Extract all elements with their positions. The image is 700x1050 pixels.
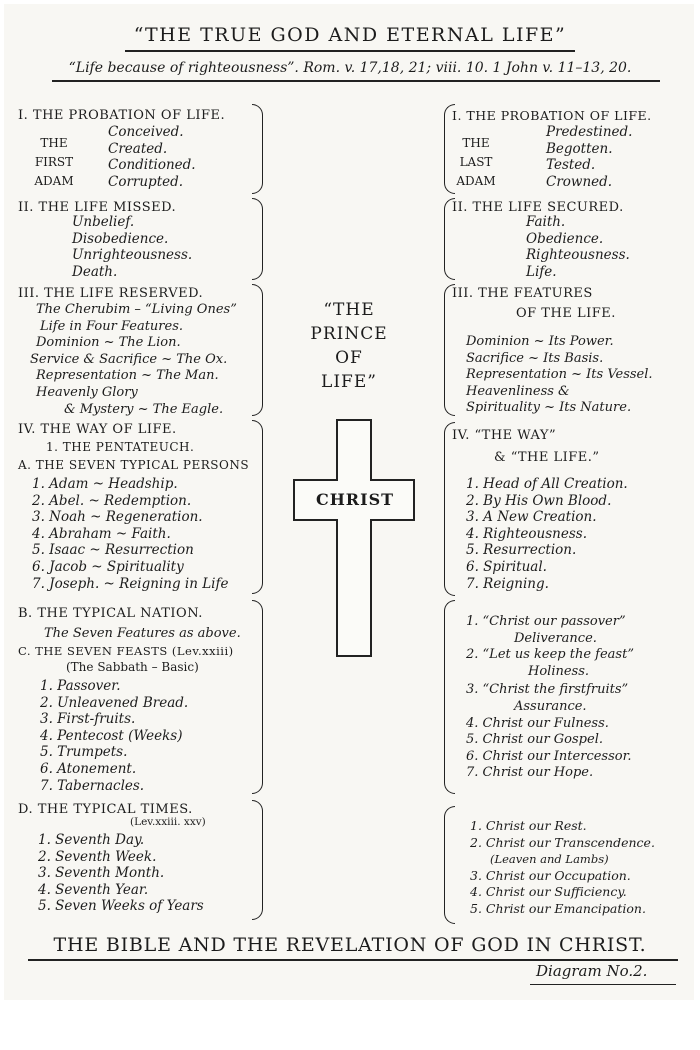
page-subtitle: “Life because of righteousness”. Rom. v. 17,18, 21; viii. 10. 1 John v. 11–13, 20.	[68, 60, 632, 76]
left-s2-brace	[252, 198, 263, 280]
left-feasts-heading: C. THE SEVEN FEASTS (Lev.xxiii)	[18, 644, 234, 658]
right-s6-brace	[444, 806, 455, 924]
left-s1-list: Conceived. Created. Conditioned. Corrupted.	[108, 124, 196, 190]
left-times-brace	[252, 800, 263, 920]
left-first-adam: THE FIRST ADAM	[34, 136, 74, 188]
footer-title: THE BIBLE AND THE REVELATION OF GOD IN CHRIST.	[53, 934, 647, 956]
left-persons-heading: A. THE SEVEN TYPICAL PERSONS	[18, 458, 250, 472]
left-s4-heading: IV. THE WAY OF LIFE.	[18, 422, 177, 437]
left-times-ref: (Lev.xxiii. xxv)	[130, 816, 206, 828]
title-underline	[125, 50, 575, 52]
diagram-number: Diagram No.2.	[536, 962, 648, 980]
right-s4-heading-b: & “THE LIFE.”	[494, 450, 600, 465]
right-s5-list: 1. “Christ our passover” Deliverance. 2. “Let us keep the feast” Holiness. 3. “Christ the firstfruits” Assurance. 4. Christ our Fulness. 5. Christ our Gospel. 6. Christ our Intercessor. 7. Christ our Hope.	[466, 614, 634, 781]
left-feasts-sub: (The Sabbath – Basic)	[66, 660, 199, 674]
left-nation-text: The Seven Features as above.	[44, 626, 241, 641]
diagram-underline	[530, 984, 676, 985]
right-s4-list: 1. Head of All Creation. 2. By His Own Blood. 3. A New Creation. 4. Righteousness. 5. Resurrection. 6. Spiritual. 7. Reigning.	[466, 476, 628, 592]
footer-underline	[28, 959, 678, 961]
left-s2-list: Unbelief. Disobedience. Unrighteousness. Death.	[72, 214, 193, 280]
right-s3-heading-b: OF THE LIFE.	[516, 306, 616, 321]
right-last-adam: THE LAST ADAM	[456, 136, 496, 188]
left-persons-list: 1. Adam ~ Headship. 2. Abel. ~ Redemption. 3. Noah ~ Regeneration. 4. Abraham ~ Faith. 5. Isaac ~ Resurrection 6. Jacob ~ Spirituality 7. Joseph. ~ Reigning in Life	[32, 476, 229, 592]
right-s1-list: Predestined. Begotten. Tested. Crowned.	[546, 124, 633, 190]
left-s4-subheading: 1. THE PENTATEUCH.	[46, 440, 195, 454]
right-s3-brace	[444, 284, 455, 416]
right-s3-heading-a: III. THE FEATURES	[452, 286, 593, 301]
left-times-heading: D. THE TYPICAL TIMES.	[18, 802, 193, 817]
subtitle-underline	[52, 80, 660, 82]
left-s1-heading: I. THE PROBATION OF LIFE.	[18, 108, 226, 123]
left-feasts-brace	[252, 600, 263, 794]
cross-icon	[290, 416, 420, 662]
right-s2-heading: II. THE LIFE SECURED.	[452, 200, 624, 215]
left-s2-heading: II. THE LIFE MISSED.	[18, 200, 177, 215]
right-s4-heading-a: IV. “THE WAY”	[452, 428, 557, 443]
right-s2-list: Faith. Obedience. Righteousness. Life.	[526, 214, 630, 280]
left-s4-brace	[252, 420, 263, 594]
left-s3-brace	[252, 284, 263, 416]
cross-label: CHRIST	[315, 490, 395, 509]
left-s1-brace	[252, 104, 263, 194]
left-feasts-list: 1. Passover. 2. Unleavened Bread. 3. First-fruits. 4. Pentecost (Weeks) 5. Trumpets. 6. Atonement. 7. Tabernacles.	[40, 678, 189, 794]
left-s3-heading: III. THE LIFE RESERVED.	[18, 286, 204, 301]
left-nation-heading: B. THE TYPICAL NATION.	[18, 606, 203, 621]
right-s3-list: Dominion ~ Its Power. Sacrifice ~ Its Basis. Representation ~ Its Vessel. Heavenliness & Spirituality ~ Its Nature.	[466, 334, 653, 416]
right-s6-list: 1. Christ our Rest. 2. Christ our Transcendence. (Leaven and Lambs) 3. Christ our Occupation. 4. Christ our Sufficiency. 5. Christ our Emancipation.	[470, 818, 655, 916]
page-title: “THE TRUE GOD AND ETERNAL LIFE”	[133, 24, 567, 46]
right-s5-brace	[444, 600, 455, 794]
right-s4-brace	[444, 422, 455, 596]
left-s3-list: The Cherubim – “Living Ones” Life in Four Features. Dominion ~ The Lion. Service & Sacrifice ~ The Ox. Representation ~ The Man. Heavenly Glory & Mystery ~ The Eagle.	[30, 302, 237, 417]
right-s1-heading: I. THE PROBATION OF LIFE.	[452, 108, 652, 123]
prince-of-life: “THE PRINCE OF LIFE”	[310, 300, 388, 392]
left-times-list: 1. Seventh Day. 2. Seventh Week. 3. Seventh Month. 4. Seventh Year. 5. Seven Weeks of Years	[38, 832, 204, 915]
